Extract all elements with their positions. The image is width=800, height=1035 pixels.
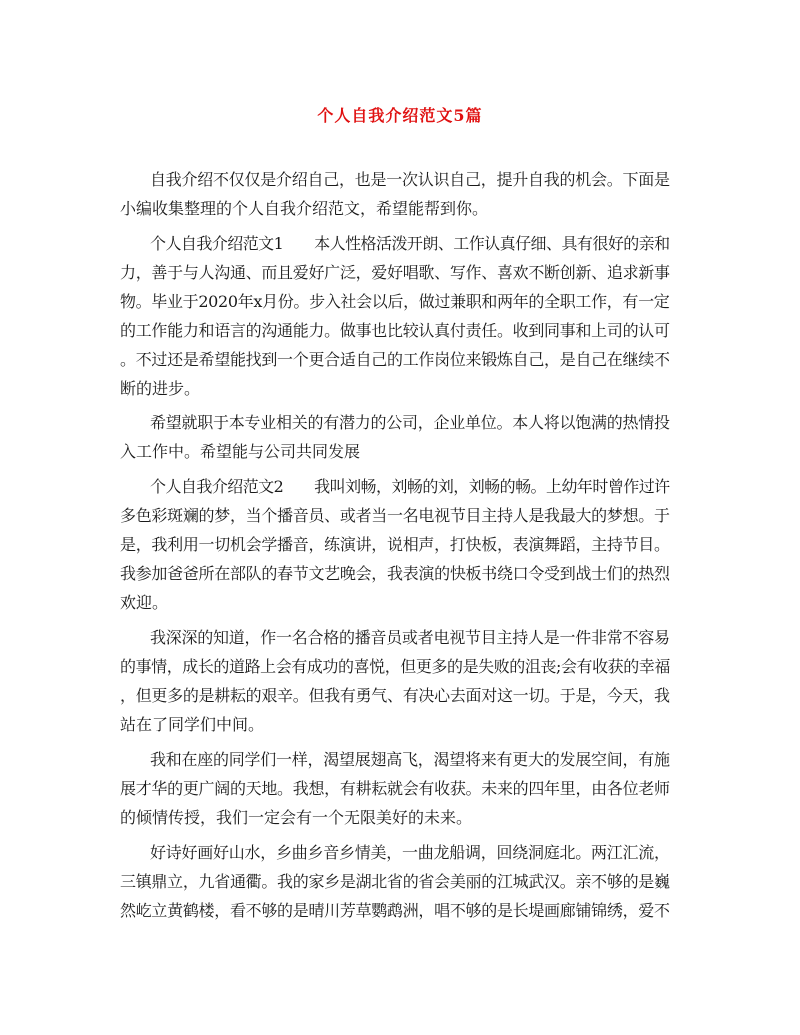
paragraph-line: 欢迎。 — [120, 593, 169, 612]
paragraph-line: 自我介绍不仅仅是介绍自己，也是一次认识自己，提升自我的机会。下面是 — [150, 170, 670, 189]
paragraph-line: ，但更多的是耕耘的艰辛。但我有勇气、有决心去面对这一切。于是，今天，我 — [120, 686, 670, 705]
paragraph-line: 的倾情传授，我们一定会有一个无限美好的未来。 — [120, 808, 473, 827]
paragraph-line: 是，我利用一切机会学播音，练演讲，说相声，打快板，表演舞蹈，主持节目。 — [120, 535, 670, 554]
paragraph-line: 我深深的知道，作一名合格的播音员或者电视节目主持人是一件非常不容易 — [150, 628, 670, 647]
paragraph-line: 三镇鼎立，九省通衢。我的家乡是湖北省的省会美丽的江城武汉。亲不够的是巍 — [120, 872, 670, 891]
document-title: 个人自我介绍范文5篇 — [317, 106, 483, 125]
paragraph-line: 展才华的更广阔的天地。我想，有耕耘就会有收获。未来的四年里，由各位老师 — [120, 779, 670, 798]
paragraph-line: 我和在座的同学们一样，渴望展翅高飞，渴望将来有更大的发展空间，有施 — [150, 750, 670, 769]
paragraph-line: 入工作中。希望能与公司共同发展 — [120, 442, 361, 461]
paragraph-line: 然屹立黄鹤楼，看不够的是晴川芳草鹦鹉洲，唱不够的是长堤画廊铺锦绣，爱不 — [120, 901, 670, 920]
paragraph-line: 个人自我介绍范文1 本人性格活泼开朗、工作认真仔细、具有很好的亲和 — [150, 234, 670, 253]
paragraph-line: 。不过还是希望能找到一个更合适自己的工作岗位来锻炼自己，是自己在继续不 — [120, 350, 670, 369]
paragraph-line: 站在了同学们中间。 — [120, 715, 265, 734]
paragraph-line: 好诗好画好山水，乡曲乡音乡情美，一曲龙船调，回绕洞庭北。两江汇流， — [150, 843, 670, 862]
paragraph-line: 我参加爸爸所在部队的春节文艺晚会，我表演的快板书绕口令受到战士们的热烈 — [120, 564, 670, 583]
paragraph-line: 小编收集整理的个人自我介绍范文，希望能帮到你。 — [120, 199, 489, 218]
paragraph-line: 多色彩斑斓的梦，当个播音员、或者当一名电视节目主持人是我最大的梦想。于 — [120, 506, 670, 525]
paragraph-line: 的工作能力和语言的沟通能力。做事也比较认真付责任。收到同事和上司的认可 — [120, 321, 670, 340]
paragraph-line: 希望就职于本专业相关的有潜力的公司，企业单位。本人将以饱满的热情投 — [150, 413, 670, 432]
paragraph-line: 物。毕业于2020年x月份。步入社会以后，做过兼职和两年的全职工作，有一定 — [120, 292, 670, 311]
paragraph-line: 个人自我介绍范文2 我叫刘畅，刘畅的刘，刘畅的畅。上幼年时曾作过许 — [150, 477, 670, 496]
paragraph-line: 的事情，成长的道路上会有成功的喜悦，但更多的是失败的沮丧;会有收获的幸福 — [120, 657, 670, 676]
paragraph-line: 断的进步。 — [120, 379, 201, 398]
paragraph-line: 力，善于与人沟通、而且爱好广泛，爱好唱歌、写作、喜欢不断创新、追求新事 — [120, 263, 670, 282]
